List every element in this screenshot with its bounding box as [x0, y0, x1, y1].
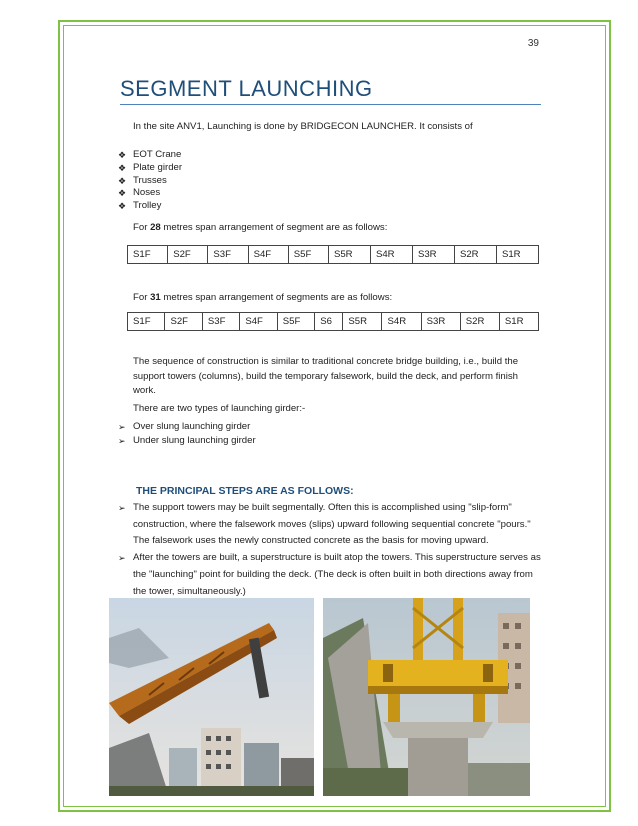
list-item: ❖ EOT Crane — [118, 149, 182, 160]
span28-table — [127, 245, 539, 264]
table-cell: S2R — [460, 313, 499, 331]
table-cell: S5F — [277, 313, 314, 331]
arrow-bullet-icon: ➢ — [118, 436, 126, 446]
list-item: ➢ Under slung launching girder — [118, 435, 256, 446]
launcher-photo-right — [323, 598, 530, 796]
arrow-bullet-icon: ➢ — [118, 422, 126, 432]
table-cell: S1R — [499, 313, 538, 331]
table-cell: S5R — [343, 313, 382, 331]
steps-heading: THE PRINCIPAL STEPS ARE AS FOLLOWS: — [136, 485, 354, 497]
table-cell: S3F — [208, 246, 248, 264]
table-cell: S1F — [128, 246, 168, 264]
table-cell: S5R — [328, 246, 370, 264]
table-cell: S5F — [288, 246, 328, 264]
table-cell: S6 — [315, 313, 343, 331]
span31-table — [127, 312, 539, 331]
components-list — [118, 149, 182, 213]
girder-types-list — [118, 420, 256, 448]
span28-caption: For 28 metres span arrangement of segment are as follows: — [133, 222, 388, 233]
launcher-photo-left — [109, 598, 314, 796]
table-cell: S3F — [202, 313, 239, 331]
arrow-bullet-icon: ➢ — [118, 553, 126, 564]
diamond-bullet-icon: ❖ — [118, 201, 127, 212]
arrow-bullet-icon: ➢ — [118, 503, 126, 513]
table-cell: S4F — [248, 246, 288, 264]
page-title: SEGMENT LAUNCHING — [120, 76, 373, 101]
diamond-bullet-icon: ❖ — [118, 150, 127, 160]
title-underline — [120, 104, 541, 105]
table-cell: S2F — [168, 246, 208, 264]
intro-text: In the site ANV1, Launching is done by BRIDGECON LAUNCHER. It consists of — [133, 121, 473, 132]
list-item: ➢ Over slung launching girder — [118, 421, 251, 432]
diamond-bullet-icon: ❖ — [118, 188, 127, 199]
table-cell: S4F — [240, 313, 277, 331]
table-cell: S1F — [128, 313, 165, 331]
table-cell: S2F — [165, 313, 202, 331]
table-row — [128, 246, 539, 264]
table-cell: S4R — [382, 313, 421, 331]
page-number: 39 — [527, 38, 539, 49]
diamond-bullet-icon: ❖ — [118, 175, 127, 186]
list-item: ❖ Noses — [118, 187, 161, 199]
list-item: ❖ Plate girder — [118, 161, 183, 173]
list-item: ❖ Trusses — [118, 174, 167, 186]
list-item: ➢ The support towers may be built segmentally. Often this is accomplished using "slip-form" construction, where the falsework moves (slips) upward following sequential concrete "pours." The falsework uses the newly constructed concrete as the basis for moving upward. — [118, 500, 544, 550]
sequence-paragraph: The sequence of construction is similar to traditional concrete bridge building, i.e., build the support towers (columns), build the temporary falsework, build the deck, and perform finish work. — [133, 356, 519, 396]
table-cell: S4R — [370, 246, 412, 264]
table-cell: S3R — [412, 246, 454, 264]
girder-intro: There are two types of launching girder:- — [133, 403, 306, 414]
table-cell: S3R — [421, 313, 460, 331]
steps-list — [118, 500, 544, 600]
list-item: ❖ Trolley — [118, 200, 162, 212]
span31-caption: For 31 metres span arrangement of segments are as follows: — [133, 292, 393, 303]
table-cell: S1R — [496, 246, 538, 264]
diamond-bullet-icon: ❖ — [118, 162, 127, 173]
list-item: ➢ After the towers are built, a superstructure is built atop the towers. This superstructure serves as the "launching" point for building the deck. (The deck is often built in both directions away from the tower, simultaneously.) — [118, 550, 544, 600]
table-row — [128, 313, 539, 331]
table-cell: S2R — [454, 246, 496, 264]
